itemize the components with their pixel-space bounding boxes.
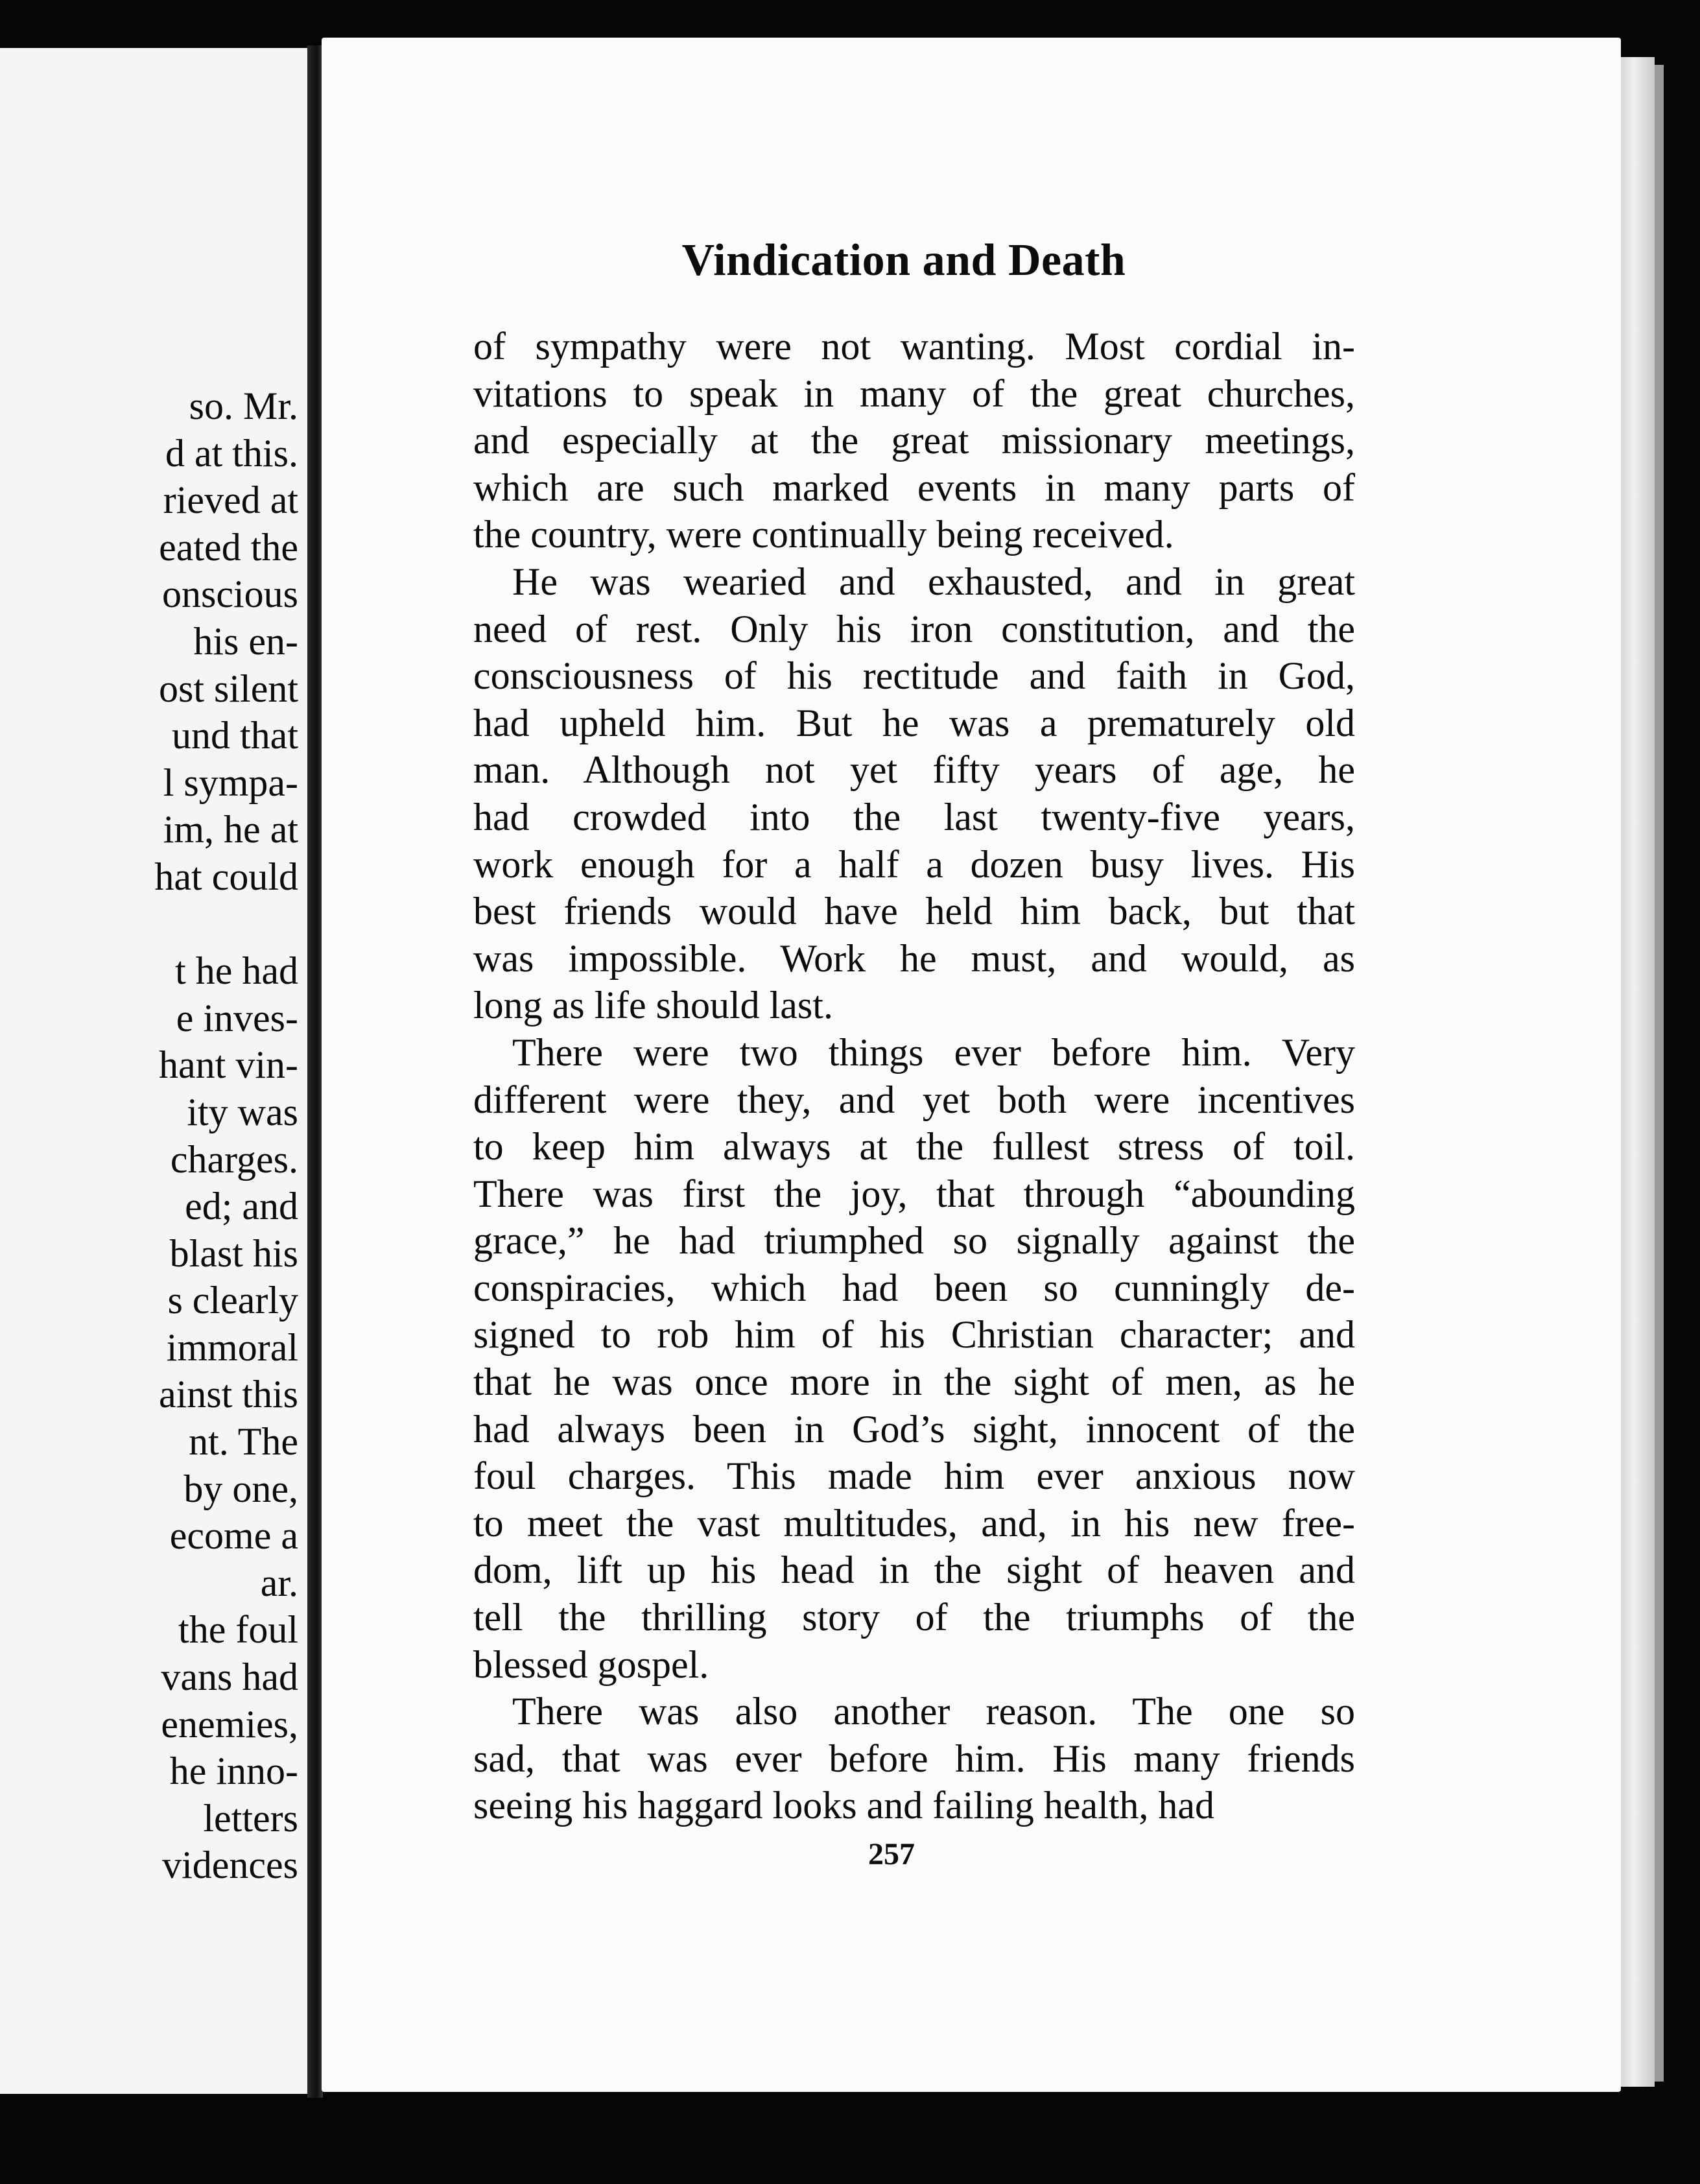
running-header: Vindication and Death [681,235,1126,285]
left-page-line: ed; and [185,1185,298,1228]
left-page-line: immoral [166,1325,298,1369]
text-line: the country, were continually being received. [473,513,1174,556]
text-line: had upheld him. But he was a prematurely old [473,701,1355,744]
left-page-line: ainst this [158,1373,298,1416]
paragraph [473,1688,1355,1829]
text-line: dom, lift up his head in the sight of heaven and [473,1549,1355,1592]
left-page-line: ar. [260,1561,298,1604]
left-page-line: im, he at [163,808,298,851]
left-page-line: letters [203,1796,298,1840]
left-page-line: ecome a [169,1514,298,1558]
left-page-line: l sympa- [163,761,298,804]
text-line: consciousness of his rectitude and faith in God, [473,654,1355,698]
text-line: foul charges. This made him ever anxious now [473,1454,1355,1498]
text-line: had crowded into the last twenty-five years, [473,795,1355,838]
left-page-line [0,901,298,948]
text-line: man. Although not yet fifty years of age, he [473,748,1355,792]
left-page-line: rieved at [163,479,298,522]
text-line: work enough for a half a dozen busy lives. His [473,842,1355,886]
left-page [0,48,307,2094]
text-line: signed to rob him of his Christian character; and [473,1313,1355,1357]
text-line: seeing his haggard looks and failing health, had [473,1784,1215,1827]
left-page-line: blast his [169,1231,298,1275]
body-text [473,323,1355,1829]
text-line: sad, that was ever before him. His many friends [473,1737,1355,1780]
text-line: to meet the vast multitudes, and, in his new free- [473,1501,1355,1545]
left-page-line: onscious [162,573,298,616]
text-line: and especially at the great missionary meetings, [473,419,1355,462]
left-page-line: enemies, [161,1702,298,1746]
text-line: different were they, and yet both were incentives [473,1078,1355,1121]
left-page-line: the foul [178,1608,298,1652]
text-line: grace,” he had triumphed so signally against the [473,1219,1355,1263]
left-page-line: hat could [154,855,298,898]
book-gutter [307,45,323,2098]
text-line: had always been in God’s sight, innocent of the [473,1407,1355,1451]
text-line: best friends would have held him back, but that [473,890,1355,933]
text-line: blessed gospel. [473,1643,709,1686]
left-page-line: ity was [187,1090,298,1134]
text-line: that he was once more in the sight of men, as he [473,1360,1355,1404]
text-line: long as life should last. [473,984,833,1027]
left-page-line: s clearly [167,1279,298,1322]
text-line: vitations to speak in many of the great churches, [473,372,1355,415]
left-page-line: t he had [175,949,298,993]
left-page-line: ost silent [158,667,298,710]
left-page-line: so. Mr. [189,385,298,427]
text-line: need of rest. Only his iron constitution, and the [473,607,1355,650]
left-page-line: charges. [170,1137,298,1181]
text-line: of sympathy were not wanting. Most cordial in- [473,325,1355,368]
left-page-line: d at this. [165,431,298,475]
text-line: There was first the joy, that through “abounding [473,1172,1355,1215]
paragraph [473,1029,1355,1688]
page-number: 257 [868,1837,915,1871]
page-edge [1621,57,1655,2087]
left-page-line: by one, [183,1467,298,1510]
text-line: tell the thrilling story of the triumphs of the [473,1596,1355,1639]
text-line: to keep him always at the fullest stress of toil. [473,1125,1355,1169]
left-page-line: nt. The [189,1420,298,1464]
text-line: There were two things ever before him. Very [512,1030,1355,1074]
left-page-line: und that [172,714,298,757]
left-page-line: e inves- [176,996,298,1039]
text-line: He was wearied and exhausted, and in great [512,560,1355,603]
page-edge-shadow [1655,65,1664,2082]
text-line: There was also another reason. The one so [512,1690,1355,1733]
left-page-text [0,383,298,1889]
paragraph [473,558,1355,1029]
left-page-line: eated the [159,525,298,569]
paragraph [473,323,1355,558]
left-page-line: his en- [193,619,298,663]
left-page-line: hant vin- [159,1043,298,1087]
left-page-line: vidences [162,1844,298,1887]
left-page-line: vans had [161,1656,298,1699]
left-page-line: he inno- [169,1750,298,1793]
text-line: was impossible. Work he must, and would, as [473,936,1355,980]
text-line: conspiracies, which had been so cunningly de- [473,1266,1355,1309]
text-line: which are such marked events in many parts of [473,466,1355,509]
